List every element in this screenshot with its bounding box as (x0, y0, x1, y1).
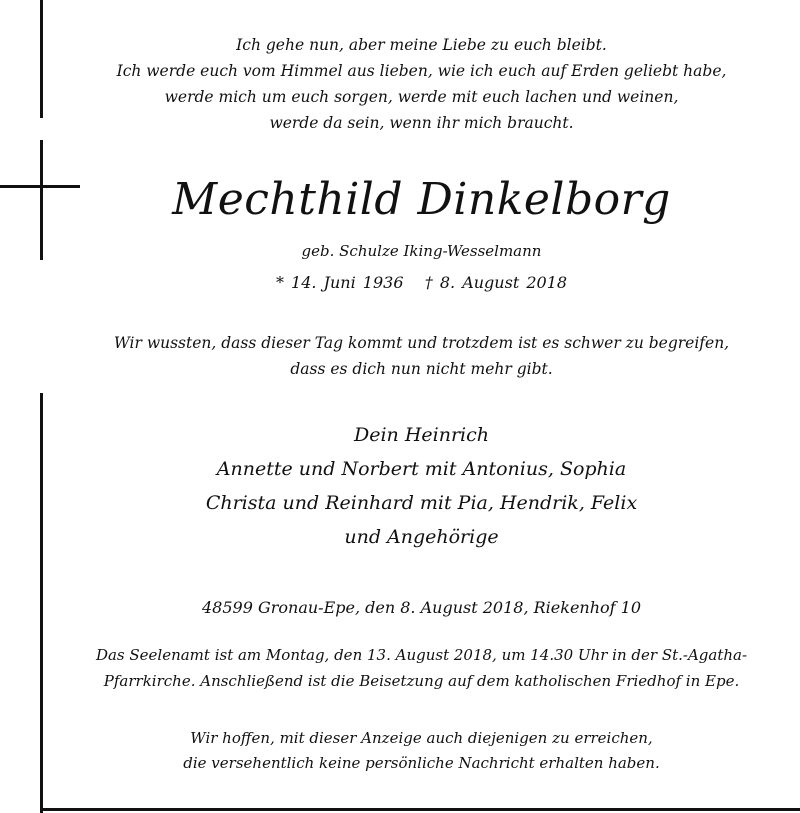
reflection-text (43, 330, 800, 382)
service-info (43, 642, 800, 694)
life-dates: * 14. Juni 1936 † 8. August 2018 (275, 273, 568, 292)
poem-line-2: Ich werde euch vom Himmel aus lieben, wie ich euch auf Erden geliebt habe, (116, 62, 727, 80)
poem-line-1: Ich gehe nun, aber meine Liebe zu euch bleibt. (236, 36, 607, 54)
deceased-name: Mechthild Dinkelborg (172, 174, 671, 225)
family-list (43, 418, 800, 554)
poem-line-3: werde mich um euch sorgen, werde mit euch lachen und weinen, (164, 88, 679, 106)
family-line-1: Dein Heinrich (354, 424, 489, 446)
poem-verse (43, 32, 800, 136)
border-line-bottom (40, 808, 800, 811)
closing-line-1: Wir hoffen, mit dieser Anzeige auch diejenigen zu erreichen, (190, 729, 653, 747)
closing-line-2: die versehentlich keine persönliche Nachricht erhalten haben. (183, 754, 660, 772)
family-line-4: und Angehörige (344, 526, 499, 548)
reflection-line-2: dass es dich nun nicht mehr gibt. (290, 360, 553, 378)
maiden-name: geb. Schulze Iking-Wesselmann (301, 242, 542, 260)
service-line-2: Pfarrkirche. Anschließend ist die Beisetzung auf dem katholischen Friedhof in Epe. (103, 672, 740, 690)
poem-line-4: werde da sein, wenn ihr mich braucht. (269, 114, 574, 132)
reflection-line-1: Wir wussten, dass dieser Tag kommt und trotzdem ist es schwer zu begreifen, (113, 334, 730, 352)
family-line-2: Annette und Norbert mit Antonius, Sophia (216, 458, 627, 480)
closing-note (43, 726, 800, 776)
service-line-1: Das Seelenamt ist am Montag, den 13. August 2018, um 14.30 Uhr in der St.-Agatha- (95, 646, 748, 664)
family-line-3: Christa und Reinhard mit Pia, Hendrik, Felix (205, 492, 638, 514)
place-and-date: 48599 Gronau-Epe, den 8. August 2018, Riekenhof 10 (201, 598, 642, 617)
